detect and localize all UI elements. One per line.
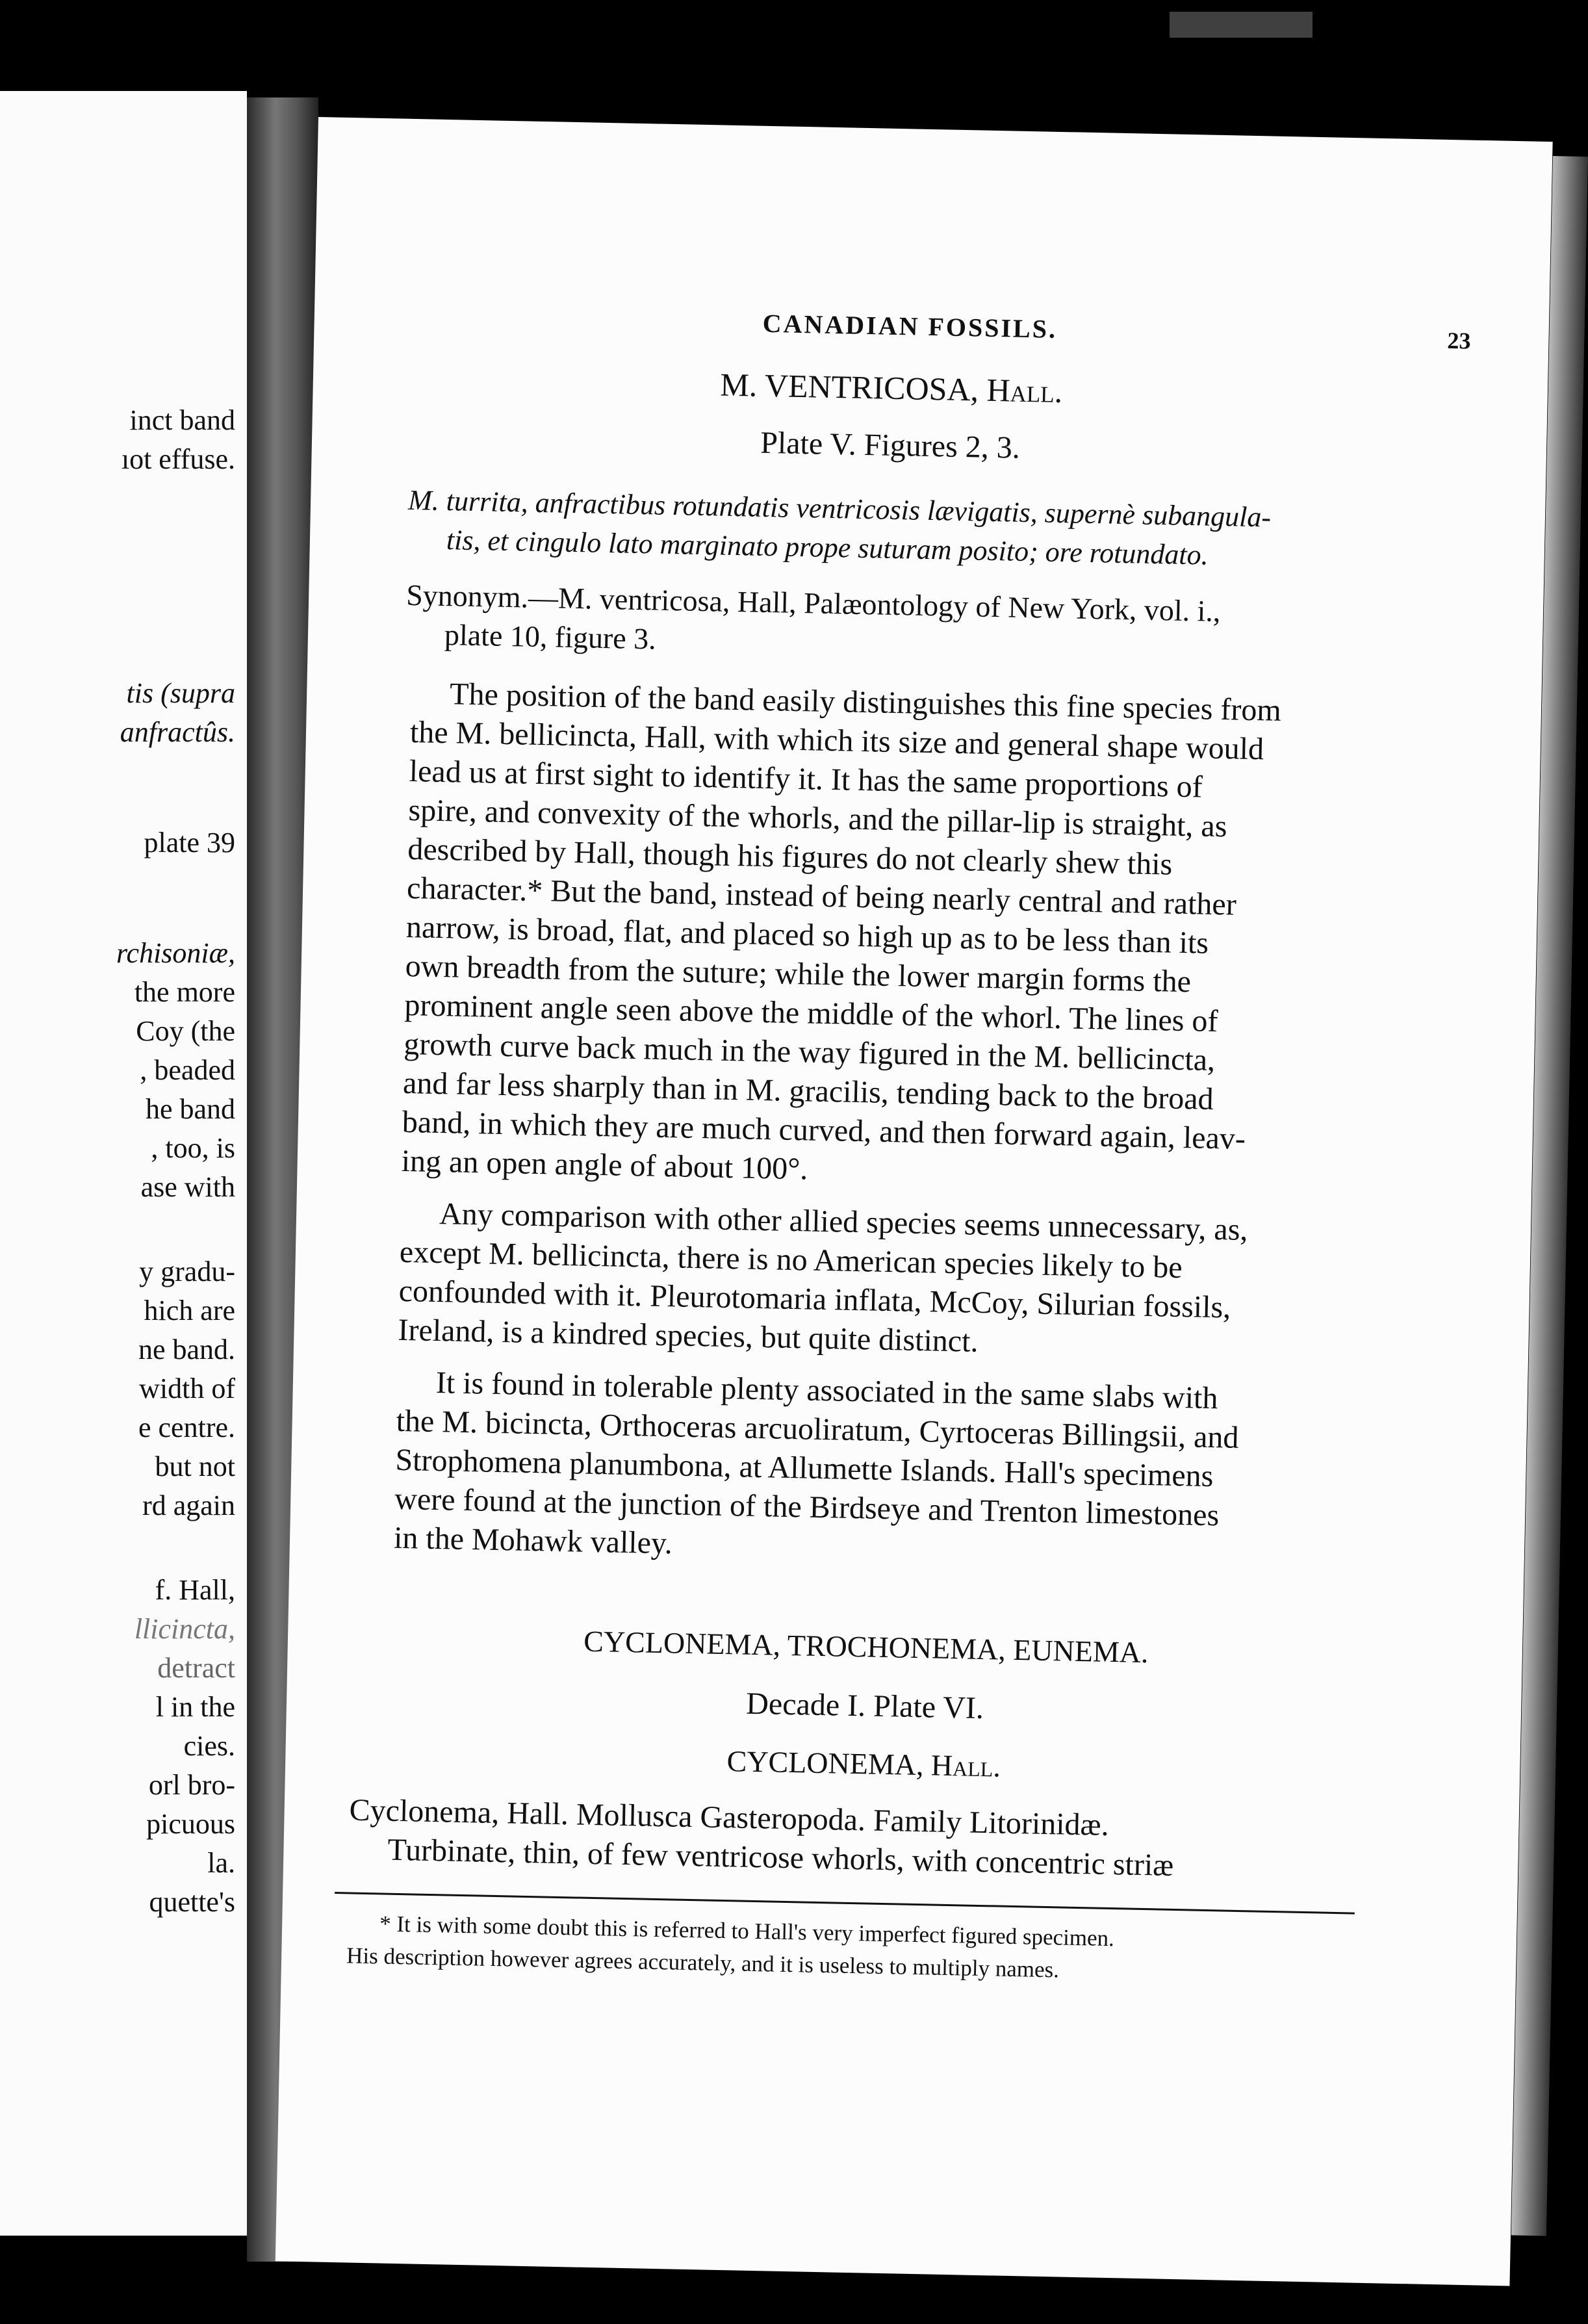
latin-description-line: tis, et cingulo lato marginato prope suturam posito; ore rotundato. <box>446 524 1209 571</box>
body-line: narrow, is broad, flat, and placed so high up as to be less than its <box>405 909 1209 961</box>
footnote-line: His description however agrees accurately, and it is useless to multiply names. <box>346 1943 1060 1983</box>
left-page <box>0 91 247 2236</box>
species-title: M. VENTRICOSA, Hall. <box>719 366 1063 410</box>
left-page-line: rchisoniæ, <box>116 937 235 969</box>
body-line: band, in which they are much curved, and then forward again, leav- <box>402 1104 1246 1156</box>
running-title: CANADIAN FOSSILS. <box>762 308 1058 344</box>
left-page-line: e centre. <box>138 1412 235 1443</box>
right-page <box>275 117 1553 2286</box>
body-line: confounded with it. Pleurotomaria inflata, McCoy, Silurian fossils, <box>398 1273 1231 1325</box>
body-line: were found at the junction of the Birdseye and Trenton limestones <box>394 1481 1220 1533</box>
left-page-line: inct band <box>129 404 235 436</box>
body-line: Any comparison with other allied species seems unnecessary, as, <box>439 1196 1248 1248</box>
left-page-line: hich are <box>144 1295 235 1326</box>
left-page-line: tis (supra <box>126 677 235 709</box>
body-line: except M. bellicincta, there is no American species likely to be <box>399 1234 1183 1285</box>
body-line: The position of the band easily distinguishes this fine species from <box>449 677 1282 728</box>
left-page-line: cies. <box>183 1730 235 1762</box>
body-line: It is found in tolerable plenty associated in the same slabs with <box>435 1365 1218 1416</box>
page-header <box>314 299 1549 363</box>
synonym-line: Synonym.—M. ventricosa, Hall, Palæontology of New York, vol. i., <box>405 578 1222 628</box>
left-page-line: ıot effuse. <box>121 443 235 475</box>
latin-description-line: M. turrita, anfractibus rotundatis ventricosis lævigatis, supernè subangula- <box>407 484 1272 534</box>
left-page-line: Coy (the <box>136 1015 235 1047</box>
left-page-line: ne band. <box>138 1334 235 1365</box>
left-page-line: y gradu- <box>139 1256 235 1287</box>
left-page-line: llicincta, <box>134 1613 235 1645</box>
left-page-line: anfractûs. <box>120 716 235 748</box>
left-page-line: he band <box>145 1093 235 1125</box>
plate-reference: Plate V. Figures 2, 3. <box>760 425 1021 465</box>
body-line: lead us at first sight to identify it. It has the same proportions of <box>409 754 1203 805</box>
left-page-line: orl bro- <box>148 1769 235 1801</box>
left-page-line: detract <box>157 1652 235 1684</box>
body-line: and far less sharply than in M. gracilis, tending back to the broad <box>402 1065 1214 1117</box>
body-line: Strophomena planumbona, at Allumette Islands. Hall's specimens <box>395 1442 1214 1494</box>
left-page-line: rd again <box>142 1490 235 1521</box>
body-line: character.* But the band, instead of being nearly central and rather <box>406 870 1237 922</box>
left-page-line: plate 39 <box>144 827 235 859</box>
genera-heading: CYCLONEMA, TROCHONEMA, EUNEMA. <box>583 1624 1149 1670</box>
left-page-line: l in the <box>155 1691 235 1723</box>
body-line: prominent angle seen above the middle of the whorl. The lines of <box>404 987 1218 1039</box>
body-line: the M. bicincta, Orthoceras arcuoliratum, Cyrtoceras Billingsii, and <box>396 1403 1239 1455</box>
left-page-line: width of <box>139 1373 235 1404</box>
body-line: own breadth from the suture; while the lower margin forms the <box>405 948 1192 1000</box>
body-line: spire, and convexity of the whorls, and the pillar-lip is straight, as <box>408 793 1227 844</box>
left-page-line: f. Hall, <box>155 1574 235 1606</box>
scan-artifact <box>1170 12 1313 38</box>
body-line: Ireland, is a kindred species, but quite distinct. <box>398 1312 979 1359</box>
left-page-line: , too, is <box>151 1132 235 1164</box>
left-page-line: , beaded <box>140 1054 235 1086</box>
left-page-line: but not <box>155 1451 235 1482</box>
decade-heading: Decade I. Plate VI. <box>745 1686 984 1726</box>
body-line: in the Mohawk valley. <box>393 1520 673 1561</box>
body-line: the M. bellicincta, Hall, with which its size and general shape would <box>409 715 1264 767</box>
cyclonema-text-line: Cyclonema, Hall. Mollusca Gasteropoda. Family Litorinidæ. <box>349 1792 1110 1842</box>
body-line: described by Hall, though his figures do not clearly shew this <box>407 831 1173 882</box>
synonym-line: plate 10, figure 3. <box>444 618 657 656</box>
page-number: 23 <box>1447 327 1471 354</box>
left-page-line: la. <box>207 1847 235 1879</box>
cyclonema-text-line: Turbinate, thin, of few ventricose whorls, with concentric striæ <box>387 1832 1174 1883</box>
body-line: growth curve back much in the way figured in the M. bellicincta, <box>403 1026 1216 1078</box>
left-page-line: the more <box>134 976 235 1008</box>
body-line: ing an open angle of about 100°. <box>401 1143 808 1187</box>
left-page-line: picuous <box>146 1808 235 1840</box>
left-page-line: ase with <box>140 1171 235 1203</box>
footnote-rule <box>335 1892 1355 1915</box>
left-page-line: quette's <box>149 1886 235 1918</box>
cyclonema-heading: CYCLONEMA, Hall. <box>726 1744 1001 1783</box>
footnote-line: * It is with some doubt this is referred to Hall's very imperfect figured specimen. <box>379 1911 1115 1952</box>
